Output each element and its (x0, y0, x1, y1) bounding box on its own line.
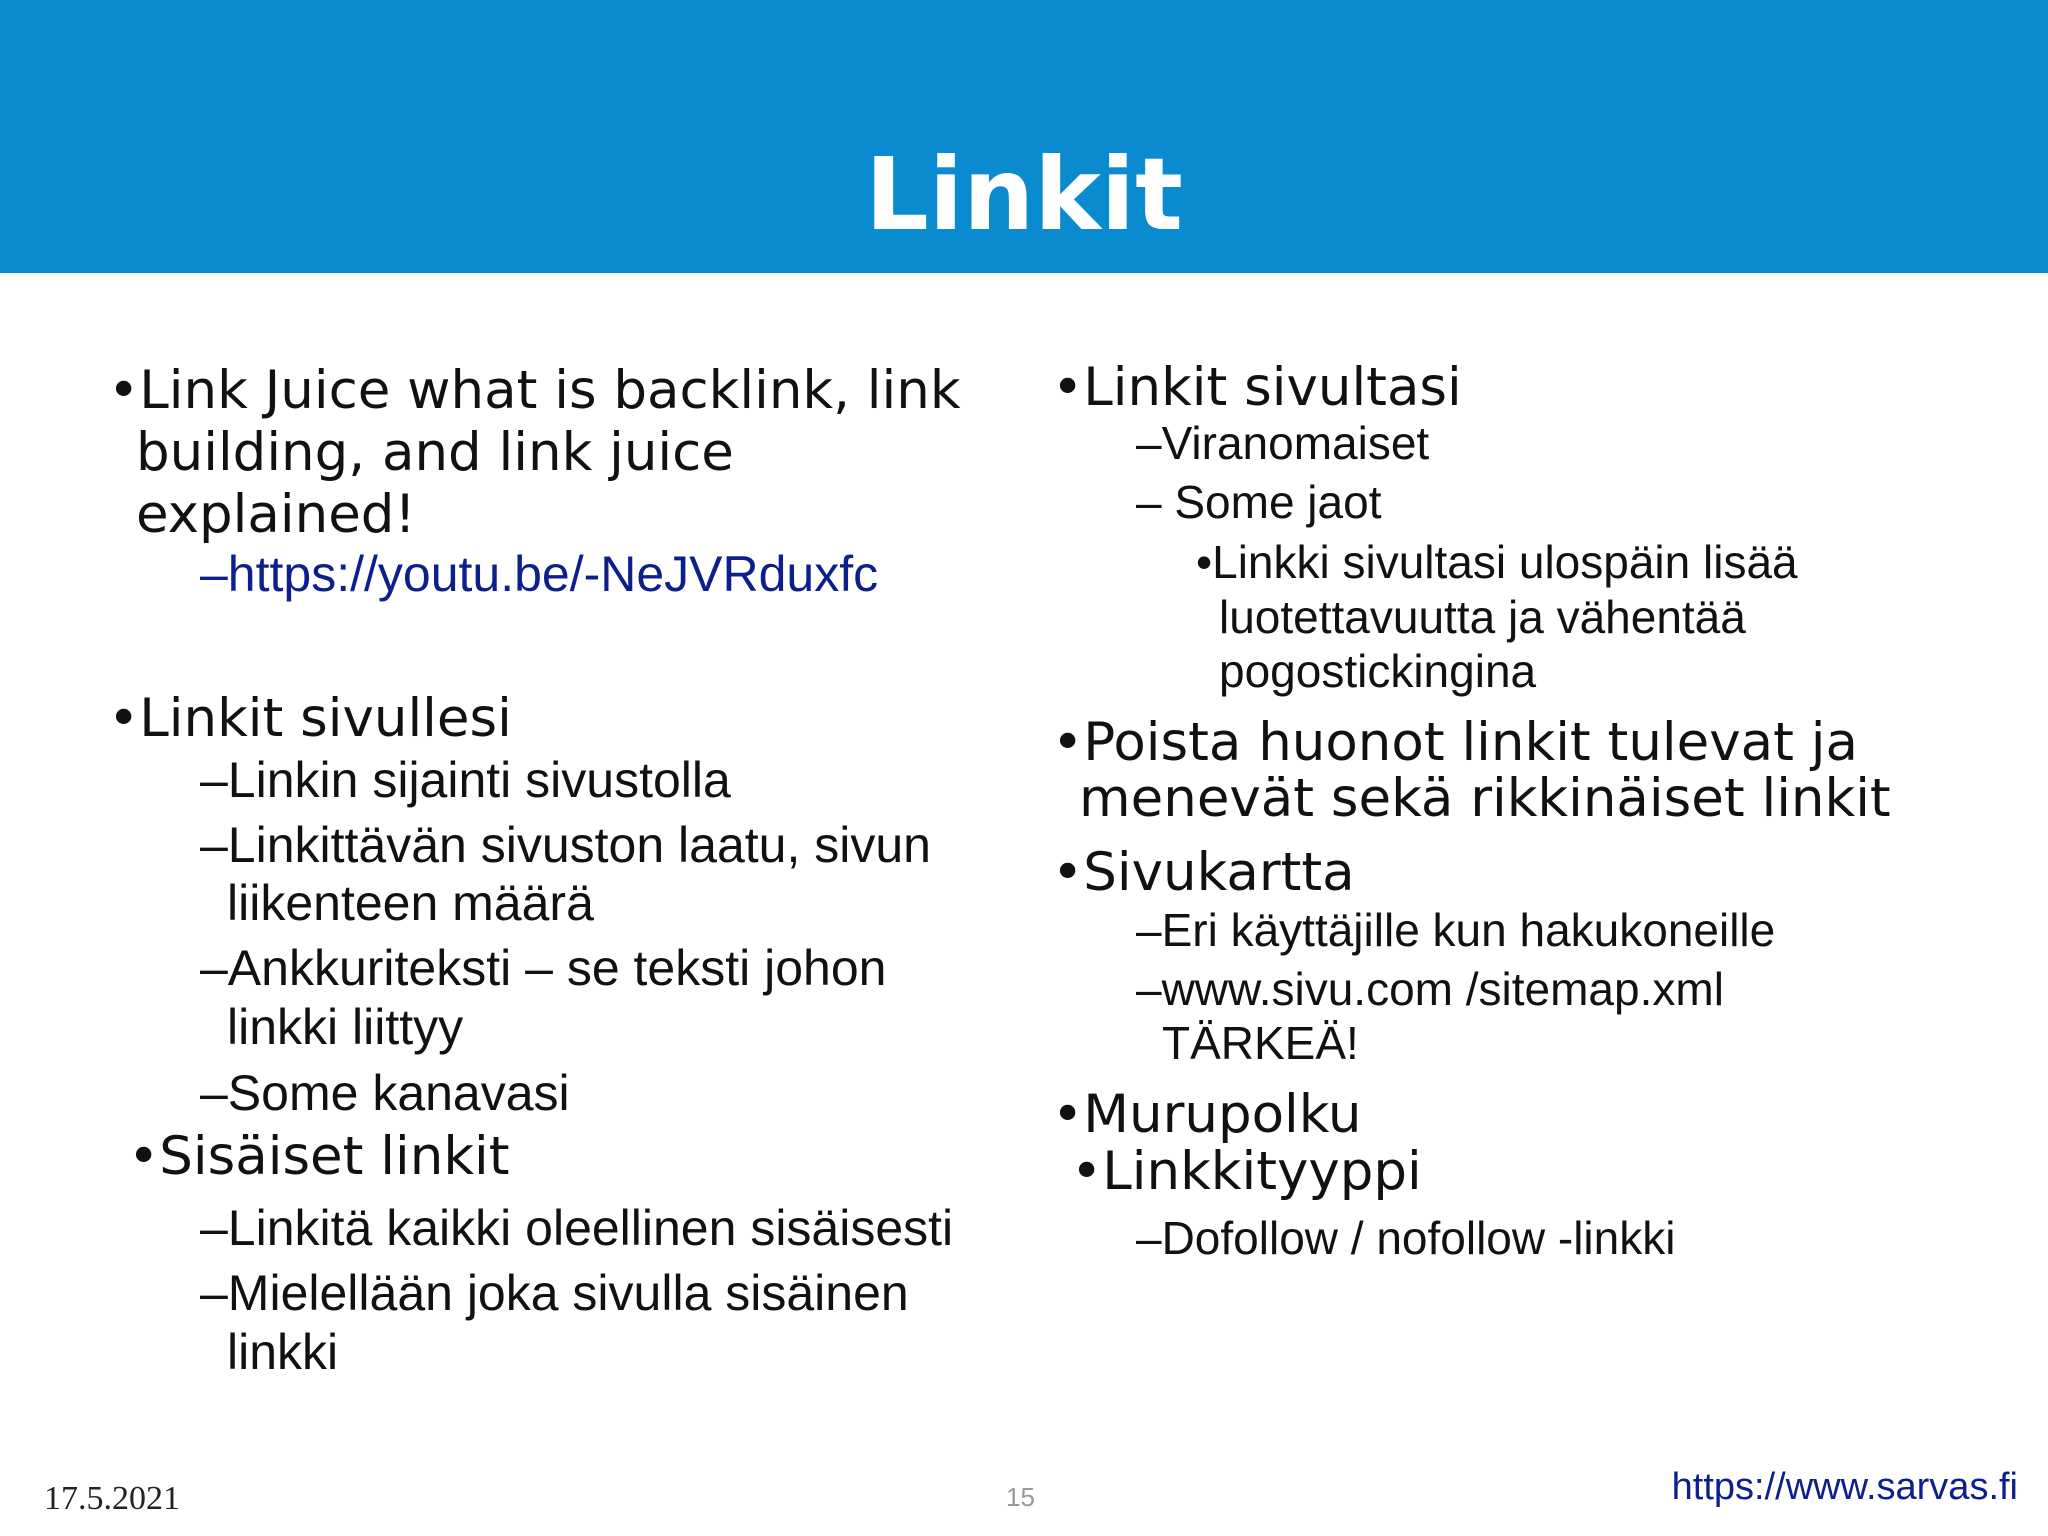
sub-item: –Linkin sijainti sivustolla (200, 752, 731, 808)
bullet-link-juice-cont: explained! (136, 484, 416, 545)
footer-url-link[interactable]: https://www.sarvas.fi (1671, 1466, 2018, 1508)
bullet-link-juice: •Link Juice what is backlink, link (108, 360, 961, 421)
footer-date: 17.5.2021 (44, 1480, 180, 1517)
page-number: 15 (1006, 1482, 1035, 1512)
bullet-poista-huonot: •Poista huonot linkit tulevat ja (1052, 712, 1858, 773)
bullet-link-juice-cont: building, and link juice (136, 422, 734, 483)
sub-item: –Eri käyttäjille kun hakukoneille (1136, 904, 1776, 956)
sub-sub-item-cont: pogostickingina (1219, 645, 1537, 697)
sub-item: –www.sivu.com /sitemap.xml (1136, 963, 1724, 1015)
sub-item: –Some kanavasi (200, 1065, 570, 1121)
sub-item-cont: linkki liittyy (227, 999, 464, 1055)
sub-item: –Viranomaiset (1136, 417, 1430, 469)
sub-item: –Ankkuriteksti – se teksti johon (200, 940, 887, 996)
sub-item: –Linkittävän sivuston laatu, sivun (200, 817, 931, 873)
bullet-poista-huonot-cont: menevät sekä rikkinäiset linkit (1079, 768, 1891, 829)
sub-sub-item-cont: luotettavuutta ja vähentää (1219, 591, 1746, 643)
youtube-link[interactable]: –https://youtu.be/-NeJVRduxfc (200, 546, 879, 602)
sub-item: –Mielellään joka sivulla sisäinen (200, 1265, 909, 1321)
bullet-sivukartta: •Sivukartta (1052, 842, 1355, 903)
sub-item: –Dofollow / nofollow -linkki (1136, 1212, 1676, 1264)
bullet-linkkityyppi: •Linkkityyppi (1071, 1141, 1422, 1202)
sub-item-cont: TÄRKEÄ! (1162, 1017, 1359, 1069)
sub-item-cont: liikenteen määrä (227, 875, 594, 931)
bullet-linkit-sivullesi: •Linkit sivullesi (108, 688, 512, 749)
bullet-linkit-sivultasi: •Linkit sivultasi (1052, 357, 1462, 418)
sub-item-cont: linkki (227, 1324, 339, 1380)
bullet-sisaiset-linkit: •Sisäiset linkit (128, 1126, 510, 1187)
sub-item: – Some jaot (1136, 476, 1382, 528)
sub-sub-item: •Linkki sivultasi ulospäin lisää (1196, 536, 1798, 588)
sub-item: –Linkitä kaikki oleellinen sisäisesti (200, 1200, 954, 1256)
slide-title: Linkit (865, 136, 1183, 253)
bullet-murupolku: •Murupolku (1052, 1084, 1362, 1145)
